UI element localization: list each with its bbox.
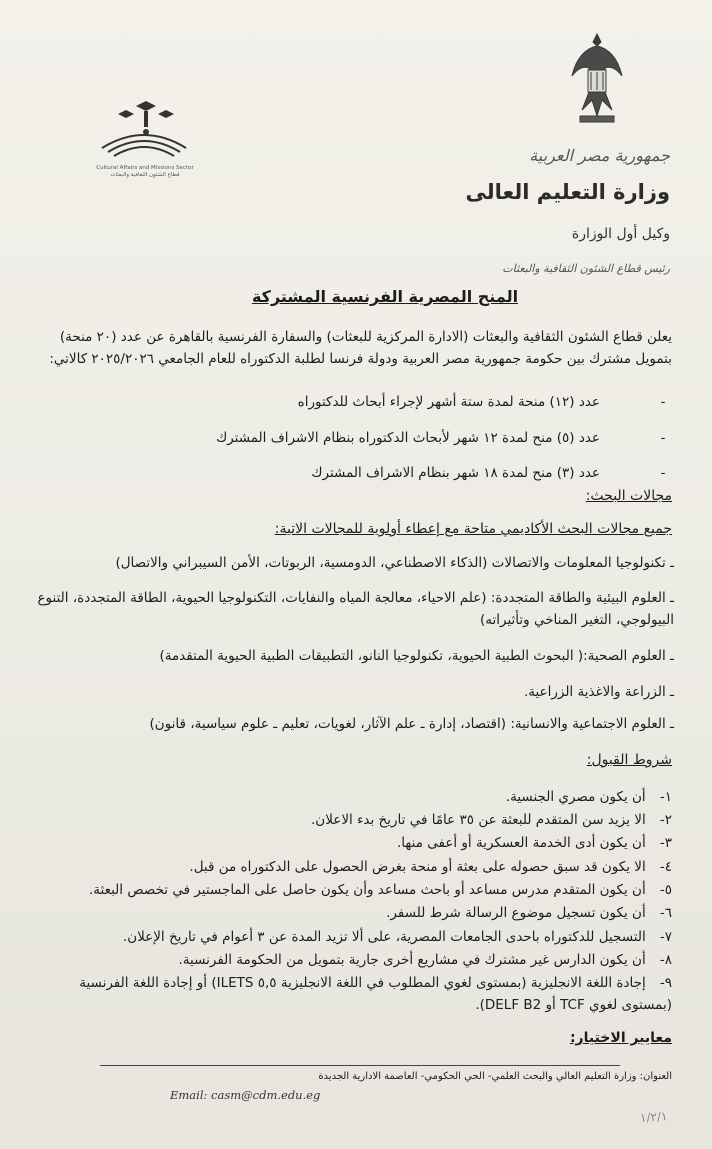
- research-field-item: ـ العلوم الصحية:( البحوث الطبية الحيوية، تكنولوجيا النانو، التطبيقات الطبية الحيوية المتقدمة): [159, 648, 674, 664]
- research-field-item: ـ العلوم البيئية والطاقة المتجددة: (علم الاحياء، معالجة المياه والنفايات، التكنولوجيا الحيوية، الطاقة المتجددة، التنوع البيولوجي، التغير المناخي وتأثيراته): [37, 590, 674, 628]
- condition-text: أن يكون مصري الجنسية.: [505, 789, 646, 805]
- research-fields-intro: جميع مجالات البحث الأكاديمي متاحة مع إعطاء أولوية للمجالات الاتية:: [274, 521, 672, 537]
- grant-text: عدد (٣) منح لمدة ١٨ شهر بنظام الاشراف المشترك: [311, 465, 600, 481]
- condition-item: [42, 972, 672, 1016]
- footer-email: Email: casm@cdm.edu.eg: [170, 1088, 321, 1102]
- research-field-item: ـ تكنولوجيا المعلومات والاتصالات (الذكاء الاصطناعي، الدومسية، الربوتات، الأمن السيبراني والاتصال): [115, 555, 674, 571]
- condition-text: أن يكون الدارس غير مشترك في مشاريع أخرى جارية بتمويل من الحكومة الفرنسية.: [178, 952, 646, 968]
- ministry-name: وزارة التعليم العالى: [465, 180, 670, 204]
- condition-number: ٥-: [659, 882, 672, 898]
- condition-text: أن يكون المتقدم مدرس مساعد أو باحث مساعد وأن يكون حاصل على الماجستير في تخصص البعثة.: [88, 882, 646, 898]
- condition-text: أن يكون تسجيل موضوع الرسالة شرط للسفر.: [386, 905, 646, 921]
- document-title: المنح المصرية الفرنسية المشتركة: [251, 287, 519, 306]
- conditions-heading: شروط القبول:: [586, 752, 672, 768]
- deputy-title: وكيل أول الوزارة: [571, 226, 670, 242]
- sector-logo-icon: [84, 92, 204, 162]
- selection-criteria-heading: معايير الاختيار:: [569, 1030, 672, 1046]
- condition-item: [42, 856, 672, 878]
- grant-dash: -: [660, 394, 666, 410]
- condition-number: ٨-: [659, 952, 672, 968]
- footer-divider: [100, 1065, 620, 1066]
- sector-logo-caption: [70, 165, 220, 179]
- condition-item: [42, 879, 672, 901]
- sector-caption-en: Cultural Affairs and Missions Sector: [96, 165, 194, 171]
- grant-dash: -: [660, 465, 666, 481]
- condition-text: إجادة اللغة الانجليزية (بمستوى لغوي المطلوب في اللغة الانجليزية ٥,٥ ILETS) أو إجادة اللغة الفرنسية (بمستوى لغوي TCF أو DELF B2).: [79, 975, 672, 1013]
- condition-number: ٢-: [659, 812, 672, 828]
- research-field-item: ـ العلوم الاجتماعية والانسانية: (اقتصاد، إدارة ـ علم الآثار، لغويات، تعليم ـ علوم سياسية، قانون): [149, 716, 674, 732]
- grant-dash: -: [660, 430, 666, 446]
- intro-paragraph: يعلن قطاع الشئون الثقافية والبعثات (الادارة المركزية للبعثات) والسفارة الفرنسية بالقاهرة عن عدد (٢٠ منحة) بتمويل مشترك بين حكومة جمهورية مصر العربية ودولة فرنسا لطلبة الدكتوراه للعام الجامعي ٢٠٢٥/٢٠٢٦ كالاتي:: [49, 329, 672, 367]
- egypt-eagle-emblem-icon: [568, 28, 626, 128]
- grant-item: [32, 430, 672, 446]
- condition-item: [42, 786, 672, 808]
- handwritten-note: ١/٢/١: [639, 1109, 668, 1125]
- condition-text: الا يكون قد سبق حصوله على بعثة أو منحة بغرض الحصول على الدكتوراه من قبل.: [189, 859, 646, 875]
- condition-text: الا يزيد سن المتقدم للبعثة عن ٣٥ عامًا في تاريخ بدء الاعلان.: [311, 812, 646, 828]
- research-field-item: ـ الزراعة والاغذية الزراعية.: [523, 684, 674, 700]
- grant-text: عدد (١٢) منحة لمدة ستة أشهر لإجراء أبحاث للدكتوراه: [297, 394, 600, 410]
- condition-item: [42, 832, 672, 854]
- grant-text: عدد (٥) منح لمدة ١٢ شهر لأبحاث الدكتوراه بنظام الاشراف المشترك: [216, 430, 600, 446]
- condition-number: ١-: [659, 789, 672, 805]
- research-fields-heading: مجالات البحث:: [585, 488, 672, 504]
- condition-number: ٣-: [659, 835, 672, 851]
- sector-caption-ar: قطاع الشئون الثقافية والبعثات: [110, 172, 180, 178]
- country-name: جمهورية مصر العربية: [529, 146, 670, 165]
- sector-head-title: رئيس قطاع الشئون الثقافية والبعثات: [502, 262, 670, 275]
- condition-item: [42, 902, 672, 924]
- condition-text: التسجيل للدكتوراه باحدى الجامعات المصرية، على ألا تزيد المدة عن ٣ أعوام في تاريخ الإعلان.: [122, 929, 646, 945]
- condition-number: ٦-: [659, 905, 672, 921]
- condition-item: [42, 926, 672, 948]
- grant-item: [32, 465, 672, 481]
- condition-number: ٤-: [659, 859, 672, 875]
- condition-text: أن يكون أدى الخدمة العسكرية أو أعفى منها.: [397, 835, 646, 851]
- condition-number: ٩-: [659, 975, 672, 991]
- footer-address: العنوان: وزارة التعليم العالي والبحث العلمي- الحي الحكومي- العاصمة الادارية الجديدة: [318, 1071, 672, 1082]
- condition-item: [42, 809, 672, 831]
- condition-item: [42, 949, 672, 971]
- grant-item: [32, 394, 672, 410]
- condition-number: ٧-: [659, 929, 672, 945]
